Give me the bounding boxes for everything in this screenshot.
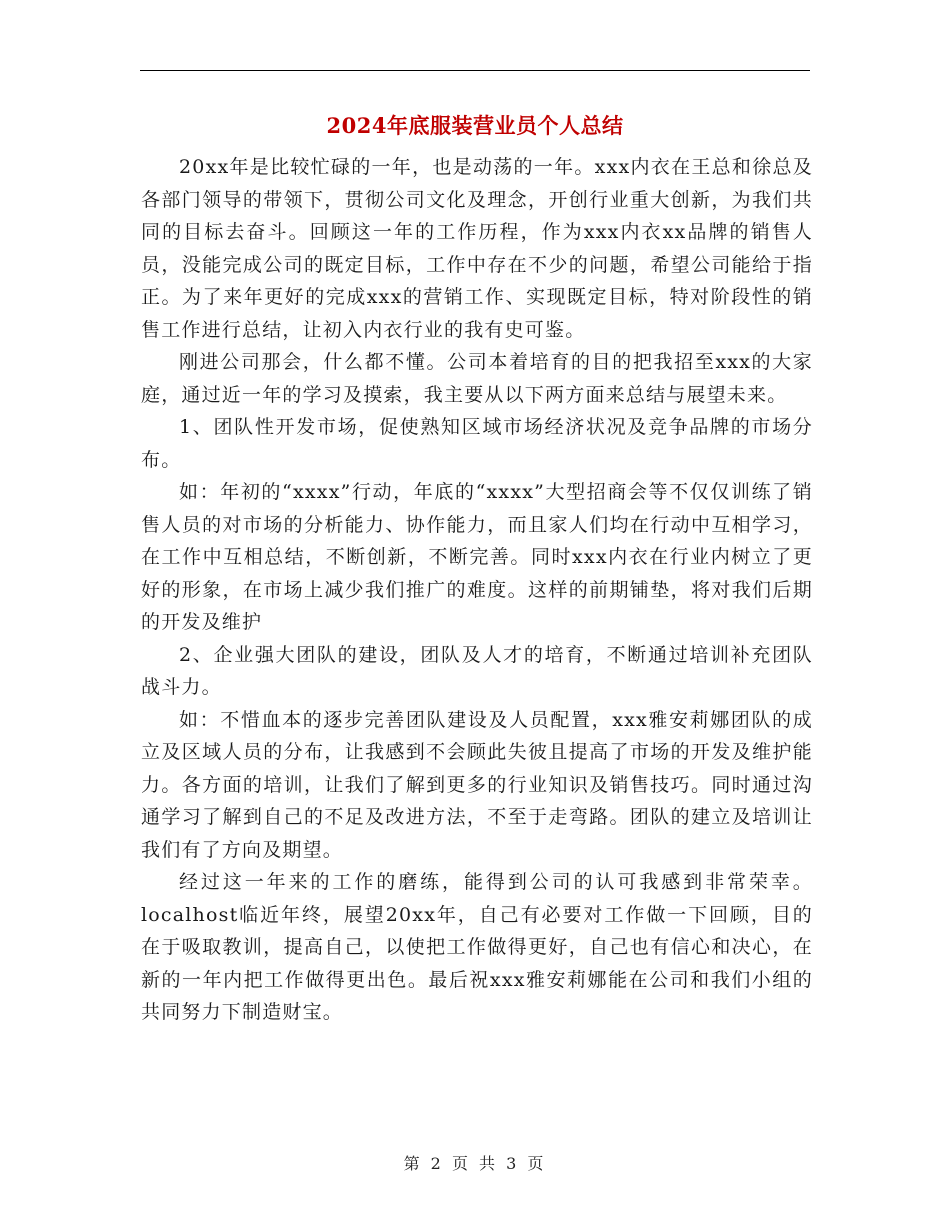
header-rule: [140, 70, 810, 71]
page-number-footer: 第 2 页 共 3 页: [403, 1154, 547, 1173]
paragraph-example-2: 如：不惜血本的逐步完善团队建设及人员配置，xxx雅安莉娜团队的成立及区域人员的分布，让我感到不会顾此失彼且提高了市场的开发及维护能力。各方面的培训，让我们了解到更多的行业知识及销售技巧。同时通过沟通学习了解到自己的不足及改进方法，不至于走弯路。团队的建立及培训让我们有了方向及期望。: [141, 708, 813, 861]
document-body: [141, 151, 813, 1029]
paragraph-joining: 刚进公司那会，什么都不懂。公司本着培育的目的把我招至xxx的大家庭，通过近一年的学习及摸索，我主要从以下两方面来总结与展望未来。: [141, 351, 813, 406]
paragraph-conclusion: 经过这一年来的工作的磨练，能得到公司的认可我感到非常荣幸。localhost临近年终，展望20xx年，自己有必要对工作做一下回顾，目的在于吸取教训，提高自己，以使把工作做得更好，自己也有信心和决心，在新的一年内把工作做得更出色。最后祝xxx雅安莉娜能在公司和我们小组的共同努力下制造财宝。: [141, 871, 813, 1023]
paragraph-point-2: 2、企业强大团队的建设，团队及人才的培育，不断通过培训补充团队战斗力。: [141, 643, 813, 698]
paragraph-intro: 20xx年是比较忙碌的一年，也是动荡的一年。xxx内衣在王总和徐总及各部门领导的带领下，贯彻公司文化及理念，开创行业重大创新，为我们共同的目标去奋斗。回顾这一年的工作历程，作为xxx内衣xx品牌的销售人员，没能完成公司的既定目标，工作中存在不少的问题，希望公司能给于指正。为了来年更好的完成xxx的营销工作、实现既定目标，特对阶段性的销售工作进行总结，让初入内衣行业的我有史可鉴。: [141, 156, 813, 341]
paragraph-example-1: 如：年初的“xxxx”行动，年底的“xxxx”大型招商会等不仅仅训练了销售人员的对市场的分析能力、协作能力，而且家人们均在行动中互相学习，在工作中互相总结，不断创新，不断完善。同时xxx内衣在行业内树立了更好的形象，在市场上减少我们推广的难度。这样的前期铺垫，将对我们后期的开发及维护: [141, 481, 813, 633]
document-title: 2024年底服装营业员个人总结: [326, 113, 624, 138]
paragraph-point-1: 1、团队性开发市场，促使熟知区域市场经济状况及竞争品牌的市场分布。: [141, 416, 813, 471]
